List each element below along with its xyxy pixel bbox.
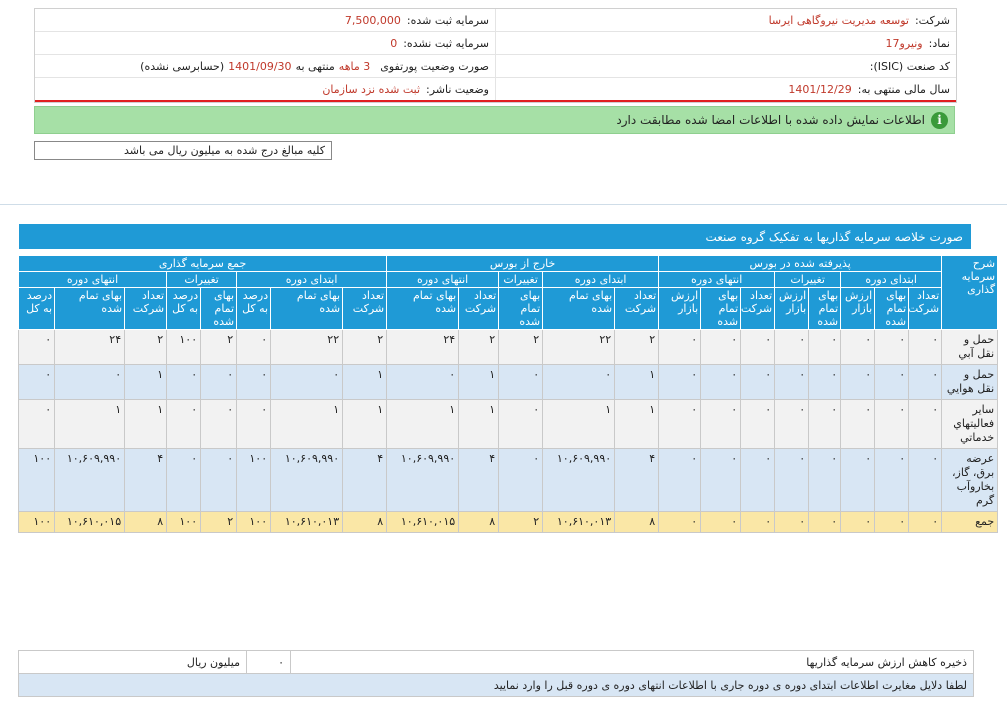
reserve-box xyxy=(18,650,974,697)
table-cell: ۱۰۰ xyxy=(167,512,201,533)
table-cell: ۰ xyxy=(809,512,841,533)
reserve-unit-cell xyxy=(19,651,247,673)
table-cell: ۰ xyxy=(55,365,125,400)
table-cell: ۰ xyxy=(701,400,741,449)
fiscal-cell xyxy=(496,78,956,100)
table-cell: ۱۰۰ xyxy=(237,512,271,533)
table-cell: ۸ xyxy=(343,512,387,533)
table-header-row-1 xyxy=(19,256,998,272)
table-cell: ۰ xyxy=(701,365,741,400)
table-cell: ۱ xyxy=(387,400,459,449)
portfolio-mid: منتهی به xyxy=(295,59,335,73)
table-cell: ۰ xyxy=(19,330,55,365)
table-cell: ۰ xyxy=(875,330,909,365)
group-header-unlisted: خارج از بورس xyxy=(387,256,659,272)
table-cell: ۰ xyxy=(841,330,875,365)
symbol-value: ونیرو17 xyxy=(885,36,923,50)
symbol-cell xyxy=(496,32,956,54)
table-cell: ۰ xyxy=(741,512,775,533)
table-cell: ۱ xyxy=(615,365,659,400)
table-cell: ۱۰,۶۱۰,۰۱۵ xyxy=(387,512,459,533)
table-cell: ۰ xyxy=(701,330,741,365)
col-header-market: ارزش بازار xyxy=(841,288,875,330)
table-row xyxy=(19,365,998,400)
table-cell: ۰ xyxy=(659,400,701,449)
col-header-cost: بهای تمام شده xyxy=(875,288,909,330)
table-cell: ۲ xyxy=(201,330,237,365)
table-cell: ۰ xyxy=(701,512,741,533)
table-cell: ۰ xyxy=(201,400,237,449)
company-cell xyxy=(496,9,956,31)
table-cell: ۴ xyxy=(615,449,659,512)
table-cell: ۰ xyxy=(775,449,809,512)
table-cell: ۱۰,۶۱۰,۰۱۵ xyxy=(55,512,125,533)
reserve-unit: میلیون ریال xyxy=(186,655,240,669)
success-message-text: اطلاعات نمایش داده شده با اطلاعات امضا شده مطابقت دارد xyxy=(616,113,925,127)
group-header-total: جمع سرمایه گذاری xyxy=(19,256,387,272)
table-cell: ۱ xyxy=(125,400,167,449)
portfolio-cell xyxy=(35,55,496,77)
table-cell: ۰ xyxy=(809,449,841,512)
table-cell: ۰ xyxy=(237,365,271,400)
table-cell: ۱۰۰ xyxy=(19,512,55,533)
total-changes-header: تغییرات xyxy=(167,272,237,288)
table-cell: ۰ xyxy=(875,400,909,449)
col-header-count: تعداد شرکت xyxy=(343,288,387,330)
table-cell: ۰ xyxy=(659,512,701,533)
table-cell: ۰ xyxy=(909,365,942,400)
col-header-count: تعداد شرکت xyxy=(459,288,499,330)
reg-capital-value: 7,500,000 xyxy=(344,13,401,27)
table-cell: ۱ xyxy=(615,400,659,449)
row-name-cell: حمل و نقل آبي xyxy=(942,330,998,365)
table-cell: ۲۲ xyxy=(543,330,615,365)
table-cell: ۰ xyxy=(741,400,775,449)
table-cell: ۰ xyxy=(841,512,875,533)
table-cell: ۰ xyxy=(387,365,459,400)
table-cell: ۱۰۰ xyxy=(167,330,201,365)
table-header-row-3 xyxy=(19,288,998,330)
row-name-cell: ساير فعاليتهاي خدماتي xyxy=(942,400,998,449)
table-cell: ۰ xyxy=(809,330,841,365)
portfolio-audit: (حسابرسی نشده) xyxy=(140,59,225,73)
unreg-capital-cell xyxy=(35,32,496,54)
table-cell: ۲ xyxy=(499,512,543,533)
col-header-cost: بهای تمام شده xyxy=(387,288,459,330)
table-cell: ۱۰۰ xyxy=(19,449,55,512)
col-header-count: تعداد شرکت xyxy=(741,288,775,330)
table-cell: ۰ xyxy=(237,400,271,449)
table-cell: ۰ xyxy=(201,449,237,512)
col-header-cost: بهای تمام شده xyxy=(201,288,237,330)
listed-changes-header: تغییرات xyxy=(775,272,841,288)
table-cell: ۱ xyxy=(125,365,167,400)
fiscal-label: سال مالی منتهی به: xyxy=(857,82,950,96)
table-cell: ۸ xyxy=(615,512,659,533)
table-cell: ۸ xyxy=(459,512,499,533)
portfolio-period: 3 ماهه xyxy=(338,59,371,73)
reserve-note-row xyxy=(19,674,973,696)
table-cell: ۰ xyxy=(909,512,942,533)
table-cell: ۰ xyxy=(201,365,237,400)
table-cell: ۰ xyxy=(237,330,271,365)
row-name-cell: عرضه برق، گاز، بخاروآب گرم xyxy=(942,449,998,512)
success-message-bar xyxy=(34,106,955,134)
table-cell: ۱ xyxy=(459,365,499,400)
table-cell: ۴ xyxy=(459,449,499,512)
table-cell: ۰ xyxy=(909,449,942,512)
table-cell: ۰ xyxy=(909,400,942,449)
table-cell: ۰ xyxy=(19,365,55,400)
total-end-header: انتهای دوره xyxy=(19,272,167,288)
symbol-label: نماد: xyxy=(928,36,950,50)
reserve-value-cell xyxy=(247,651,291,673)
table-cell: ۰ xyxy=(841,400,875,449)
table-cell: ۰ xyxy=(841,365,875,400)
info-row-symbol xyxy=(35,32,956,55)
table-cell: ۲ xyxy=(459,330,499,365)
table-cell: ۰ xyxy=(167,365,201,400)
table-cell: ۱ xyxy=(459,400,499,449)
section-divider xyxy=(0,204,1007,205)
group-header-listed: پذیرفته شده در بورس xyxy=(659,256,942,272)
table-cell: ۰ xyxy=(875,365,909,400)
unlisted-changes-header: تغییرات xyxy=(499,272,543,288)
reserve-row xyxy=(19,651,973,674)
company-info-box xyxy=(34,8,957,103)
col-header-count: تعداد شرکت xyxy=(909,288,942,330)
table-cell: ۲ xyxy=(499,330,543,365)
fiscal-value: 1401/12/29 xyxy=(788,82,852,96)
info-row-company xyxy=(35,9,956,32)
table-cell: ۰ xyxy=(659,449,701,512)
table-cell: ۰ xyxy=(19,400,55,449)
col-header-market: ارزش بازار xyxy=(659,288,701,330)
table-cell: ۰ xyxy=(875,449,909,512)
unlisted-end-header: انتهای دوره xyxy=(387,272,499,288)
table-row xyxy=(19,400,998,449)
row-name-cell: جمع xyxy=(942,512,998,533)
table-cell: ۰ xyxy=(775,512,809,533)
table-cell: ۱ xyxy=(55,400,125,449)
table-cell: ۰ xyxy=(809,400,841,449)
portfolio-date: 1401/09/30 xyxy=(228,59,292,73)
table-body xyxy=(19,330,998,533)
table-cell: ۴ xyxy=(125,449,167,512)
unlisted-start-header: ابتدای دوره xyxy=(543,272,659,288)
company-label: شرکت: xyxy=(914,13,950,27)
portfolio-label: صورت وضعیت پورتفوی xyxy=(380,59,489,73)
col-header-market: ارزش بازار xyxy=(775,288,809,330)
reg-capital-label: سرمایه ثبت شده: xyxy=(406,13,489,27)
col-header-cost: بهای تمام شده xyxy=(499,288,543,330)
table-cell: ۴ xyxy=(343,449,387,512)
table-cell: ۱۰,۶۰۹,۹۹۰ xyxy=(271,449,343,512)
row-name-cell: حمل و نقل هوايي xyxy=(942,365,998,400)
table-cell: ۲ xyxy=(125,330,167,365)
table-cell: ۲۲ xyxy=(271,330,343,365)
col-header-count: تعداد شرکت xyxy=(615,288,659,330)
table-cell: ۱۰,۶۱۰,۰۱۳ xyxy=(543,512,615,533)
isic-label: کد صنعت (ISIC): xyxy=(869,59,950,73)
table-cell: ۰ xyxy=(741,449,775,512)
table-cell: ۰ xyxy=(167,449,201,512)
reg-capital-cell xyxy=(35,9,496,31)
reserve-label: ذخیره کاهش ارزش سرمایه گذاریها xyxy=(806,655,967,669)
table-cell: ۰ xyxy=(741,330,775,365)
col-header-percent: درصد به کل xyxy=(237,288,271,330)
table-cell: ۰ xyxy=(659,365,701,400)
investment-summary-table xyxy=(18,255,998,533)
table-cell: ۰ xyxy=(167,400,201,449)
table-cell: ۱۰,۶۰۹,۹۹۰ xyxy=(543,449,615,512)
listed-end-header: انتهای دوره xyxy=(659,272,775,288)
table-cell: ۱۰,۶۱۰,۰۱۳ xyxy=(271,512,343,533)
total-start-header: ابتدای دوره xyxy=(237,272,387,288)
units-note-text: کلیه مبالغ درج شده به میلیون ریال می باشد xyxy=(124,144,325,157)
info-row-isic xyxy=(35,55,956,78)
info-row-fiscal xyxy=(35,78,956,102)
table-cell: ۱ xyxy=(271,400,343,449)
col-header-percent: درصد به کل xyxy=(167,288,201,330)
table-cell: ۱۰,۶۰۹,۹۹۰ xyxy=(387,449,459,512)
table-cell: ۲۴ xyxy=(387,330,459,365)
table-cell: ۰ xyxy=(499,365,543,400)
table-cell: ۰ xyxy=(271,365,343,400)
col-header-cost: بهای تمام شده xyxy=(701,288,741,330)
table-cell: ۲ xyxy=(343,330,387,365)
table-cell: ۰ xyxy=(775,330,809,365)
publisher-cell xyxy=(35,78,496,100)
table-cell: ۱۰,۶۰۹,۹۹۰ xyxy=(55,449,125,512)
col-header-percent: درصد به کل xyxy=(19,288,55,330)
table-cell: ۰ xyxy=(659,330,701,365)
table-cell: ۰ xyxy=(543,365,615,400)
reserve-note: لطفا دلایل مغایرت اطلاعات ابتدای دوره ی دوره جاری با اطلاعات انتهای دوره ی دوره قبل را وارد نمایید xyxy=(493,678,967,692)
table-cell: ۰ xyxy=(741,365,775,400)
table-cell: ۰ xyxy=(909,330,942,365)
col-header-desc: شرح سرمایه گذاری xyxy=(942,256,998,330)
table-cell: ۱ xyxy=(543,400,615,449)
table-cell: ۰ xyxy=(499,449,543,512)
unreg-capital-value: 0 xyxy=(390,36,398,50)
listed-start-header: ابتدای دوره xyxy=(841,272,942,288)
table-cell: ۲ xyxy=(615,330,659,365)
table-row xyxy=(19,512,998,533)
col-header-cost: بهای تمام شده xyxy=(543,288,615,330)
section-title xyxy=(19,224,971,249)
table-cell: ۰ xyxy=(499,400,543,449)
company-value: توسعه مدیریت نیروگاهی ایرسا xyxy=(768,13,909,27)
col-header-cost: بهای تمام شده xyxy=(55,288,125,330)
table-cell: ۱ xyxy=(343,400,387,449)
table-cell: ۸ xyxy=(125,512,167,533)
table-cell: ۰ xyxy=(875,512,909,533)
publisher-label: وضعیت ناشر: xyxy=(426,82,489,96)
reserve-label-cell xyxy=(291,651,973,673)
table-cell: ۰ xyxy=(701,449,741,512)
table-cell: ۲ xyxy=(201,512,237,533)
reserve-value: ۰ xyxy=(278,655,284,669)
unreg-capital-label: سرمایه ثبت نشده: xyxy=(403,36,489,50)
col-header-count: تعداد شرکت xyxy=(125,288,167,330)
col-header-cost: بهای تمام شده xyxy=(271,288,343,330)
table-header-row-2 xyxy=(19,272,998,288)
table-cell: ۰ xyxy=(841,449,875,512)
units-note-box xyxy=(34,141,332,160)
col-header-cost: بهای تمام شده xyxy=(809,288,841,330)
table-cell: ۰ xyxy=(775,365,809,400)
table-cell: ۲۴ xyxy=(55,330,125,365)
table-cell: ۱۰۰ xyxy=(237,449,271,512)
table-cell: ۰ xyxy=(809,365,841,400)
info-icon: i xyxy=(931,112,948,129)
table-cell: ۱ xyxy=(343,365,387,400)
table-cell: ۰ xyxy=(775,400,809,449)
publisher-value: ثبت شده نزد سازمان xyxy=(322,82,421,96)
table-row xyxy=(19,330,998,365)
table-row xyxy=(19,449,998,512)
isic-cell xyxy=(496,55,956,77)
section-title-text: صورت خلاصه سرمایه گذاریها به تفکیک گروه صنعت xyxy=(705,229,963,244)
